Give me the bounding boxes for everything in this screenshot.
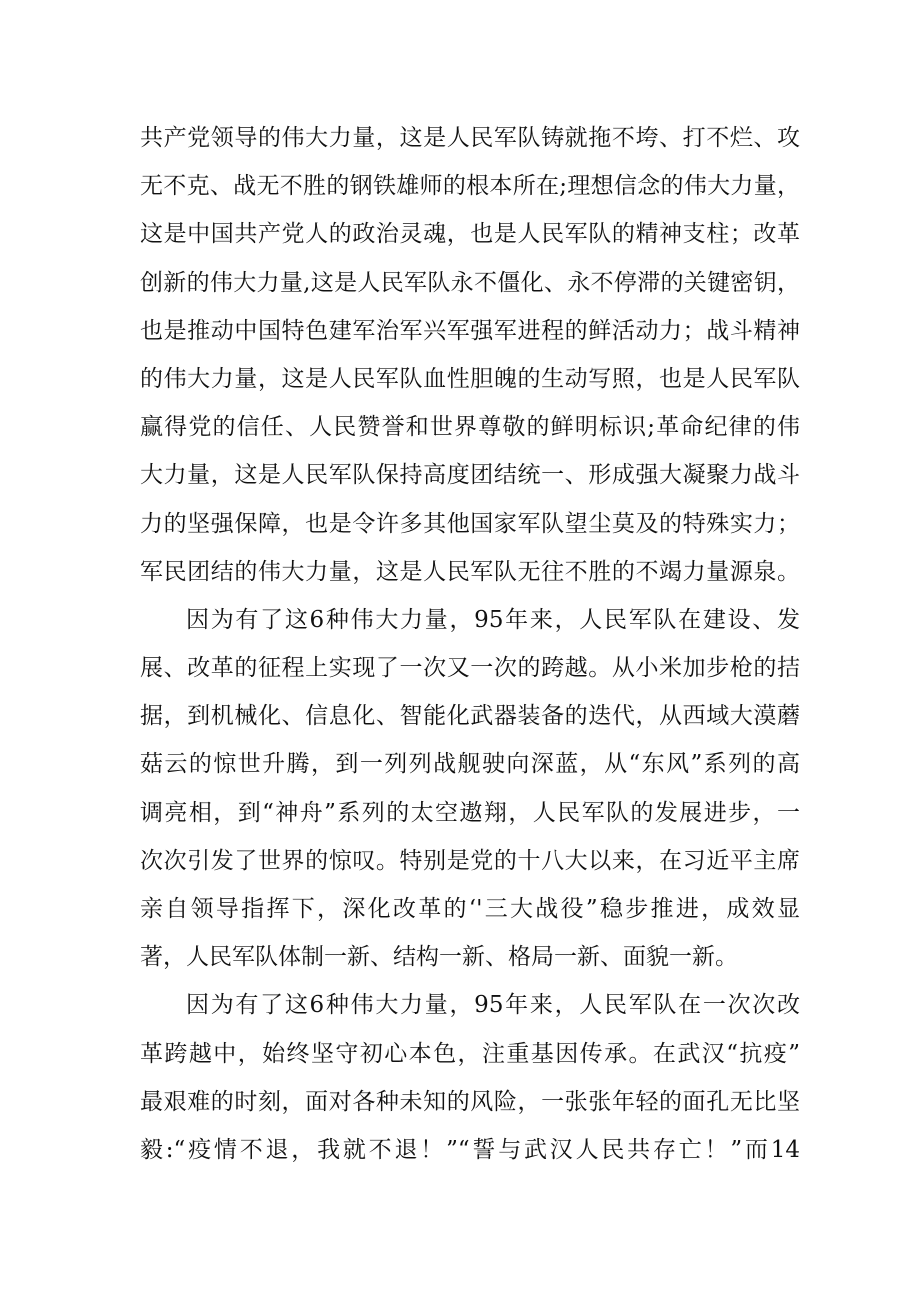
paragraph-2-line-4: 菇云的惊世升腾，到一列列战舰驶向深蓝，从“东风”系列的高 [140, 751, 800, 778]
paragraph-1-line-10: 军民团结的伟大力量，这是人民军队无往不胜的不竭力量源泉。 [140, 558, 800, 585]
paragraph-1-line-7: 赢得党的信任、人民赞誉和世界尊敬的鲜明标识;革命纪律的伟 [140, 414, 800, 441]
paragraph-3-line-4: 毅:“疫情不退，我就不退！”“誓与武汉人民共存亡！”而14 [140, 1136, 800, 1163]
paragraph-1-line-5: 也是推动中国特色建军治军兴军强军进程的鲜活动力；战斗精神 [140, 317, 800, 344]
paragraph-1-line-1: 共产党领导的伟大力量，这是人民军队铸就拖不垮、打不烂、攻 [140, 125, 800, 151]
paragraph-2-line-7: 亲自领导指挥下，深化改革的‘'三大战役”稳步推进，成效显 [140, 896, 800, 922]
paragraph-1-line-2: 无不克、战无不胜的钢铁雄师的根本所在;理想信念的伟大力量， [140, 173, 800, 200]
paragraph-2-line-2: 展、改革的征程上实现了一次又一次的跨越。从小米加步枪的拮 [140, 655, 800, 682]
paragraph-2-line-1: 因为有了这6种伟大力量，95年来，人民军队在建设、发 [186, 606, 800, 633]
paragraph-1-line-3: 这是中国共产党人的政治灵魂，也是人民军队的精神支柱；改革 [140, 221, 800, 248]
paragraph-1-line-4: 创新的伟大力量,这是人民军队永不僵化、永不停滞的关键密钥， [140, 269, 800, 296]
paragraph-3-line-1: 因为有了这6种伟大力量，95年来，人民军队在一次次改 [186, 992, 800, 1019]
paragraph-2-line-6: 次次引发了世界的惊叹。特别是党的十八大以来，在习近平主席 [140, 847, 800, 874]
paragraph-2-line-5: 调亮相，到“神舟”系列的太空遨翔，人民军队的发展进步，一 [140, 799, 800, 826]
paragraph-2-line-3: 据，到机械化、信息化、智能化武器装备的迭代，从西域大漠蘑 [140, 703, 800, 730]
paragraph-2-line-8: 著，人民军队体制一新、结构一新、格局一新、面貌一新。 [140, 944, 738, 971]
paragraph-3-line-3: 最艰难的时刻，面对各种未知的风险，一张张年轻的面孔无比坚 [140, 1088, 800, 1115]
paragraph-3-line-2: 革跨越中，始终坚守初心本色，注重基因传承。在武汉“抗疫” [140, 1040, 800, 1067]
paragraph-1-line-9: 力的坚强保障，也是令许多其他国家军队望尘莫及的特殊实力； [140, 510, 800, 537]
paragraph-1-line-6: 的伟大力量，这是人民军队血性胆魄的生动写照，也是人民军队 [140, 365, 800, 392]
paragraph-1-line-8: 大力量，这是人民军队保持高度团结统一、形成强大凝聚力战斗 [140, 462, 800, 489]
document-body [140, 114, 800, 1174]
